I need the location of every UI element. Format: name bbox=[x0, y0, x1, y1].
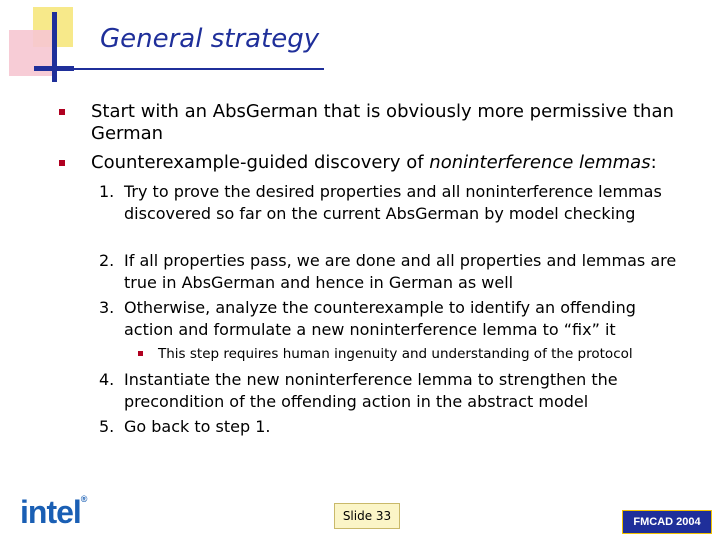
bullet-item-2 bbox=[91, 152, 701, 174]
bullet-item-2-text: Counterexample-guided discovery of bbox=[91, 152, 430, 173]
intel-logo-text: intel bbox=[20, 494, 81, 530]
step-text: Otherwise, analyze the counterexample to identify an offending action and formulate a new noninterference lemma to “fix” it bbox=[124, 298, 636, 339]
step-number: 4. bbox=[99, 370, 115, 389]
step-text: Instantiate the new noninterference lemma to strengthen the precondition of the offending action in the abstract model bbox=[124, 370, 618, 411]
bullet-item-2-end: : bbox=[650, 152, 657, 173]
conference-badge: FMCAD 2004 bbox=[622, 510, 712, 534]
sub-bullet-marker bbox=[138, 351, 143, 356]
bullet-item-1: Start with an AbsGerman that is obviously more permissive than German bbox=[91, 101, 674, 144]
step-number: 3. bbox=[99, 298, 115, 317]
step-number: 1. bbox=[99, 182, 115, 201]
step-text: Go back to step 1. bbox=[124, 417, 271, 436]
step-number: 2. bbox=[99, 251, 115, 270]
step-text: Try to prove the desired properties and all noninterference lemmas discovered so far on the current AbsGerman by model checking bbox=[124, 182, 662, 223]
registered-mark-icon: ® bbox=[80, 494, 87, 504]
intel-logo bbox=[20, 494, 86, 531]
title-underline bbox=[60, 68, 324, 70]
decor-vertical-bar bbox=[52, 12, 57, 82]
bullet-item-2-italic: noninterference lemmas bbox=[429, 152, 651, 173]
slide-number: Slide 33 bbox=[334, 503, 400, 529]
bullet-marker bbox=[59, 109, 65, 115]
step-text: If all properties pass, we are done and all properties and lemmas are true in AbsGerman and hence in German as well bbox=[124, 251, 677, 292]
page-title: General strategy bbox=[100, 24, 320, 54]
step-number: 5. bbox=[99, 417, 115, 436]
bullet-marker bbox=[59, 160, 65, 166]
sub-bullet-text: This step requires human ingenuity and understanding of the protocol bbox=[158, 346, 633, 362]
